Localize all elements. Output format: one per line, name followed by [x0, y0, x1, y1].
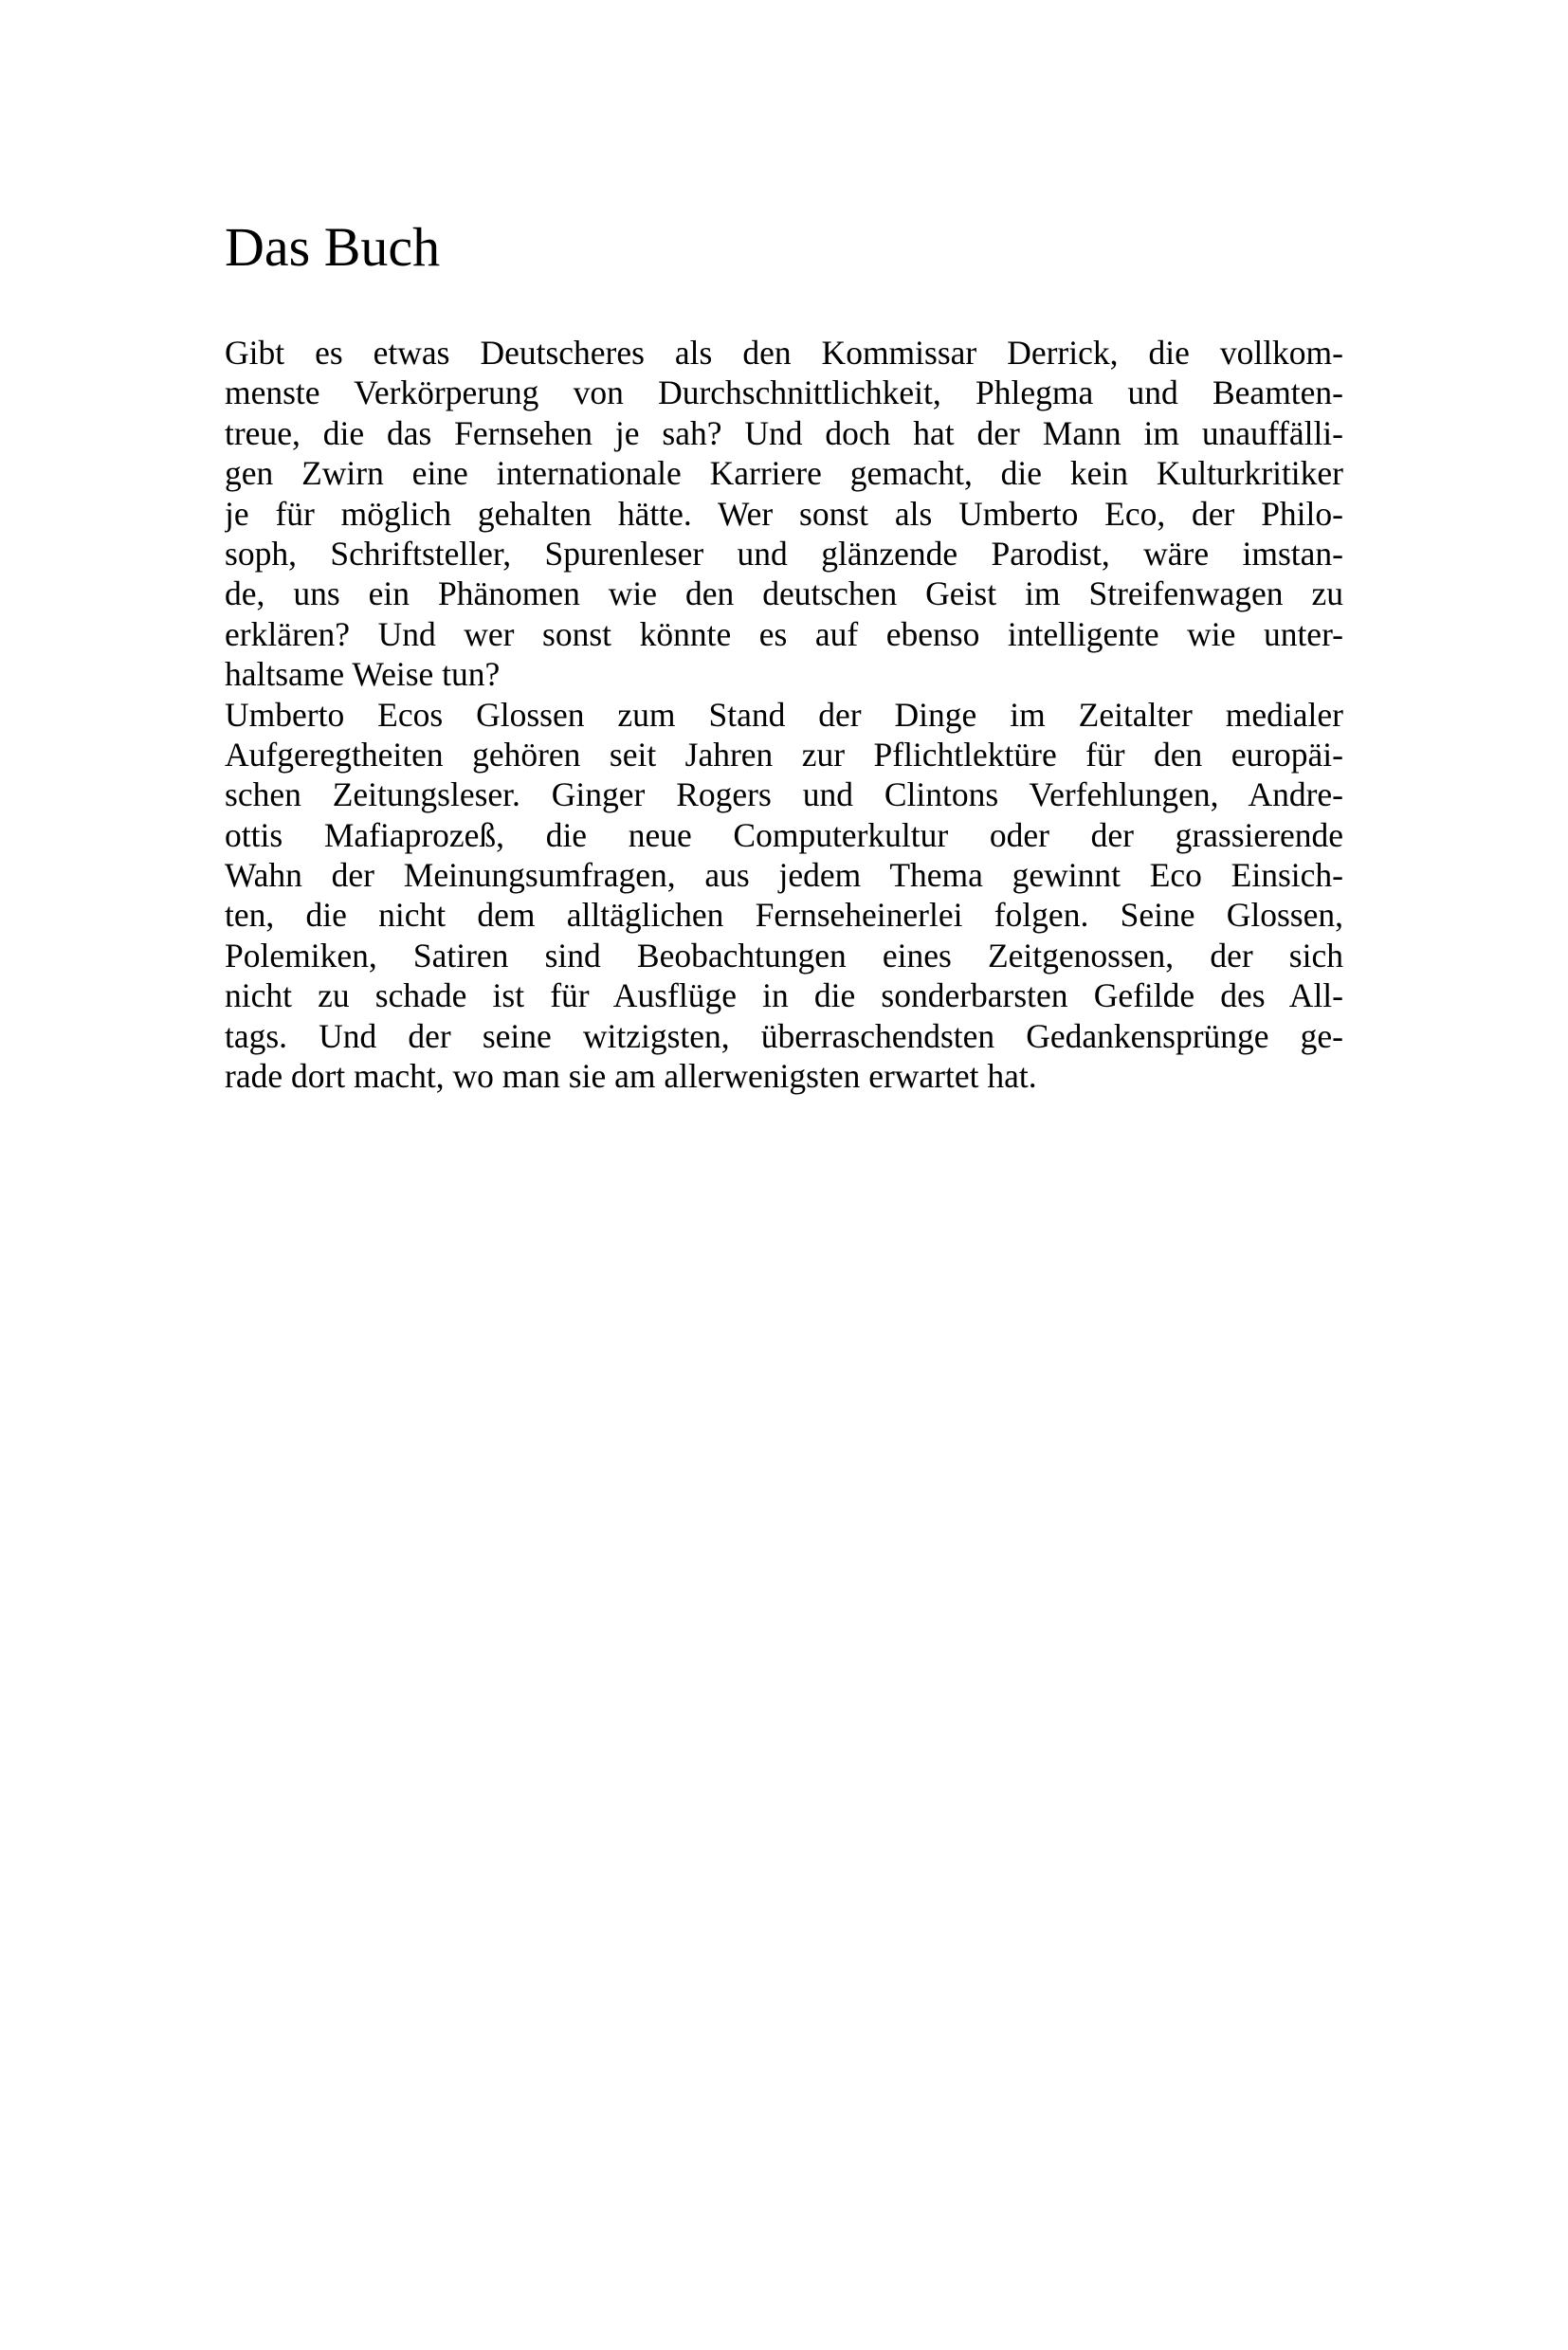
text-line: je für möglich gehalten hätte. Wer sonst als Umberto Eco, der Philo-	[225, 494, 1343, 533]
page-title: Das Buch	[225, 216, 441, 278]
text-line: ottis Mafiaprozeß, die neue Computerkultur oder der grassierende	[225, 815, 1343, 854]
body-text	[225, 333, 1343, 1096]
text-line: tags. Und der seine witzigsten, überraschendsten Gedankensprünge ge-	[225, 1016, 1343, 1055]
text-line: Aufgeregtheiten gehören seit Jahren zur Pflichtlektüre für den europäi-	[225, 735, 1343, 774]
text-line: ten, die nicht dem alltäglichen Fernseheinerlei folgen. Seine Glossen,	[225, 896, 1343, 935]
text-line: Wahn der Meinungsumfragen, aus jedem Thema gewinnt Eco Einsich-	[225, 856, 1343, 895]
paragraph-1	[225, 333, 1343, 695]
text-line: treue, die das Fernsehen je sah? Und doch hat der Mann im unauffälli-	[225, 413, 1343, 452]
text-line: Polemiken, Satiren sind Beobachtungen eines Zeitgenossen, der sich	[225, 936, 1343, 975]
text-line: Umberto Ecos Glossen zum Stand der Dinge im Zeitalter medialer	[225, 695, 1343, 734]
text-line: soph, Schriftsteller, Spurenleser und glänzende Parodist, wäre imstan-	[225, 534, 1343, 573]
text-line: Gibt es etwas Deutscheres als den Kommissar Derrick, die vollkom-	[225, 334, 1343, 372]
text-line: schen Zeitungsleser. Ginger Rogers und Clintons Verfehlungen, Andre-	[225, 775, 1343, 814]
paragraph-2	[225, 695, 1343, 1097]
text-line: rade dort macht, wo man sie am allerwenigsten erwartet hat.	[225, 1057, 1037, 1096]
text-line: de, uns ein Phänomen wie den deutschen Geist im Streifenwagen zu	[225, 574, 1343, 613]
text-line: erklären? Und wer sonst könnte es auf ebenso intelligente wie unter-	[225, 614, 1343, 653]
text-line: gen Zwirn eine internationale Karriere gemacht, die kein Kulturkritiker	[225, 454, 1343, 493]
text-line: menste Verkörperung von Durchschnittlichkeit, Phlegma und Beamten-	[225, 373, 1343, 412]
text-line: haltsame Weise tun?	[225, 655, 501, 694]
text-line: nicht zu schade ist für Ausflüge in die sonderbarsten Gefilde des All-	[225, 976, 1343, 1015]
